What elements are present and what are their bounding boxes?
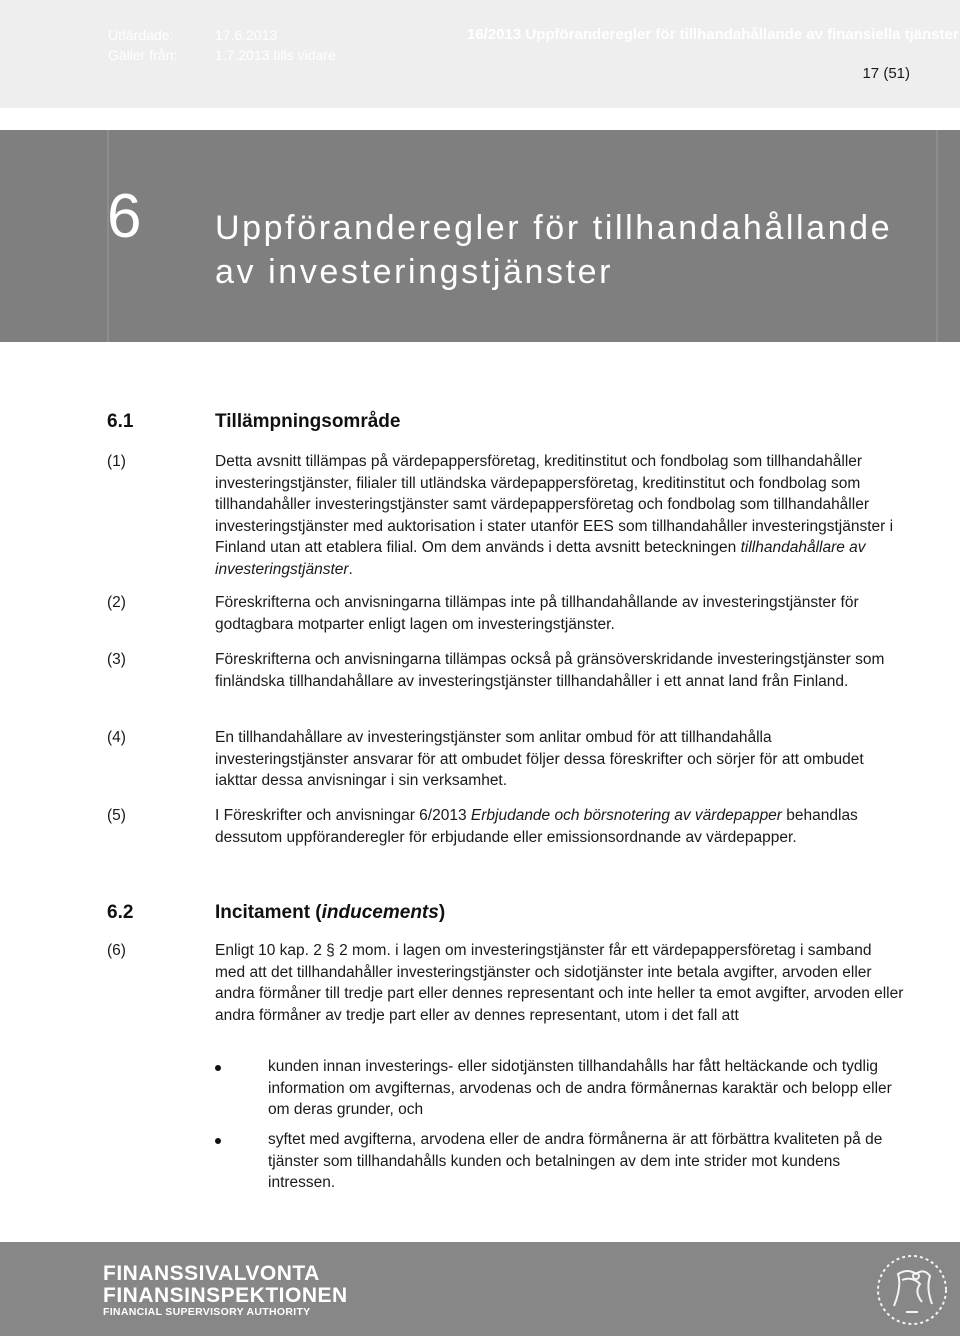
chapter-title [215,206,892,294]
lion-coat-of-arms-icon [872,1246,952,1334]
text-run: Incitament ( [215,902,322,923]
logo-text-swedish: FINANSINSPEKTIONEN [103,1284,348,1307]
band-divider [936,130,938,342]
list-item-text: kunden innan investerings- eller sidotjänsten tillhandahålls har fått heltäckande och tydlig information om avgifternas, arvodenas och de andra förmånernas karaktär och belopp eller om deras grunder, och [268,1058,892,1118]
page-number: 17 (51) [862,65,910,82]
section-title: Tillämpningsområde [215,411,401,432]
paragraph-number: (2) [107,594,126,611]
section-title [215,902,445,924]
valid-from-label: Gäller från: [108,47,178,63]
paragraph-number: (3) [107,651,126,668]
logo-text-finnish: FINANSSIVALVONTA [103,1262,320,1285]
paragraph-text: Föreskrifterna och anvisningarna tillämpas inte på tillhandahållande av investeringstjänster för godtagbara motparter enligt lagen om investeringstjänster. [215,594,859,633]
paragraph-number: (6) [107,942,126,959]
chapter-title-line-2: av investeringstjänster [215,253,614,291]
document-title: 16/2013 Uppföranderegler för tillhandahållande av finansiella tjänster [467,26,959,43]
section-number: 6.1 [107,411,134,432]
paragraph-number: (5) [107,807,126,824]
text-run: inducements [321,902,439,923]
paragraph-number: (1) [107,453,126,470]
text-run: Detta avsnitt tillämpas på värdepappersföretag, kreditinstitut och fondbolag som tillhandahåller investeringstjänster, filialer till utländska värdepappersföretag, kreditinstitut och fondbolag som tillhandahåller investeringstjänster samt värdepappersföretag och fondbolag som tillhandahåller investeringstjänster med auktorisation i stater utanför EES som tillhandahåller investeringstjänster i Finland utan att etablera filial. Om dem används i detta avsnitt beteckningen [215,453,894,556]
paragraph-text [215,805,905,848]
text-run: ) [438,902,446,923]
issued-date: 17.6.2013 [215,27,278,43]
defined-term: tillhandahållare av investeringstjänster [215,539,866,578]
bullet-icon [215,1138,221,1144]
text-run: I Föreskrifter och anvisningar 6/2013 [215,807,471,824]
paragraph-text: Enligt 10 kap. 2 § 2 mom. i lagen om investeringstjänster får ett värdepappersföretag i samband med att det tillhandahåller investeringstjänster och sidotjänster inte betala avgifter, arvoden eller andra förmåner till tredje part eller dennes representant och inte heller ta emot avgifter, arvoden eller andra förmåner av tredje part eller av dennes representant, utom i det fall att [215,942,904,1024]
referenced-title: Erbjudande och börsnotering av värdepapper [470,807,782,824]
paragraph-text: Föreskrifterna och anvisningarna tillämpas också på gränsöverskridande investeringstjänster som finländska tillhandahållare av investeringstjänster tillhandahåller i ett annat land från Finland. [215,651,885,690]
bullet-icon [215,1065,221,1071]
section-number: 6.2 [107,902,134,923]
list-item-text: syftet med avgifterna, arvodena eller de andra förmånerna är att förbättra kvaliteten på de tjänster som tillhandahålls kunden och betalningen av dem inte strider mot kundens intressen. [268,1131,883,1191]
issued-label: Utfärdade: [108,27,174,43]
chapter-title-line-1: Uppföranderegler för tillhandahållande [215,209,893,247]
chapter-number: 6 [107,182,142,251]
paragraph-number: (4) [107,729,126,746]
text-run: . [348,560,353,578]
valid-from-date: 1.7.2013 tills vidare [215,47,336,63]
text-run: behandlas dessutom uppföranderegler för erbjudande eller emissionsordnande av värdepapper. [215,807,858,846]
logo-text-english: FINANCIAL SUPERVISORY AUTHORITY [103,1306,311,1318]
paragraph-text: En tillhandahållare av investeringstjänster som anlitar ombud för att tillhandahålla investeringstjänster ansvarar för att ombudet följer dessa föreskrifter och sörjer för att ombudet iakttar dessa anvisningar i sin verksamhet. [215,729,864,789]
paragraph-text [215,451,905,580]
